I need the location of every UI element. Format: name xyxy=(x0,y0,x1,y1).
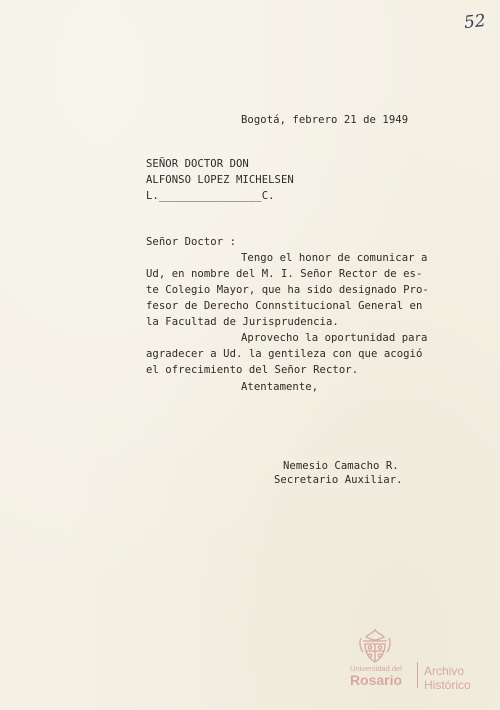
letter-salutation: Señor Doctor : xyxy=(146,236,236,248)
recipient-line-1: SEÑOR DOCTOR DON xyxy=(146,158,249,170)
handwritten-page-number: 52 xyxy=(463,10,487,34)
closing: Atentamente, xyxy=(241,381,319,393)
body-line: la Facultad de Jurisprudencia. xyxy=(146,316,339,328)
recipient-line-3: L.________________C. xyxy=(146,190,275,202)
logo-archive-line-1: Archivo xyxy=(424,664,465,678)
rosario-crest-icon xyxy=(358,628,392,664)
logo-archive-line-2: Histórico xyxy=(424,678,471,692)
signature-name: Nemesio Camacho R. xyxy=(283,460,399,472)
body-line: Ud, en nombre del M. I. Señor Rector de es- xyxy=(146,268,423,280)
signature-title: Secretario Auxiliar. xyxy=(274,474,403,486)
logo-institution-small: Universidad del xyxy=(350,664,402,673)
body-line: Tengo el honor de comunicar a xyxy=(241,252,428,264)
letter-date: Bogotá, febrero 21 de 1949 xyxy=(241,114,409,126)
recipient-line-2: ALFONSO LOPEZ MICHELSEN xyxy=(146,174,294,186)
body-line: agradecer a Ud. la gentileza con que acogió xyxy=(146,348,423,360)
archive-logo xyxy=(340,628,480,692)
logo-divider xyxy=(417,662,418,688)
body-line: el ofrecimiento del Señor Rector. xyxy=(146,364,359,376)
body-line: Aprovecho la oportunidad para xyxy=(241,332,428,344)
body-line: fesor de Derecho Connstitucional General en xyxy=(146,300,423,312)
logo-institution-large: Rosario xyxy=(349,672,403,688)
body-line: te Colegio Mayor, que ha sido designado Pro- xyxy=(146,284,429,296)
